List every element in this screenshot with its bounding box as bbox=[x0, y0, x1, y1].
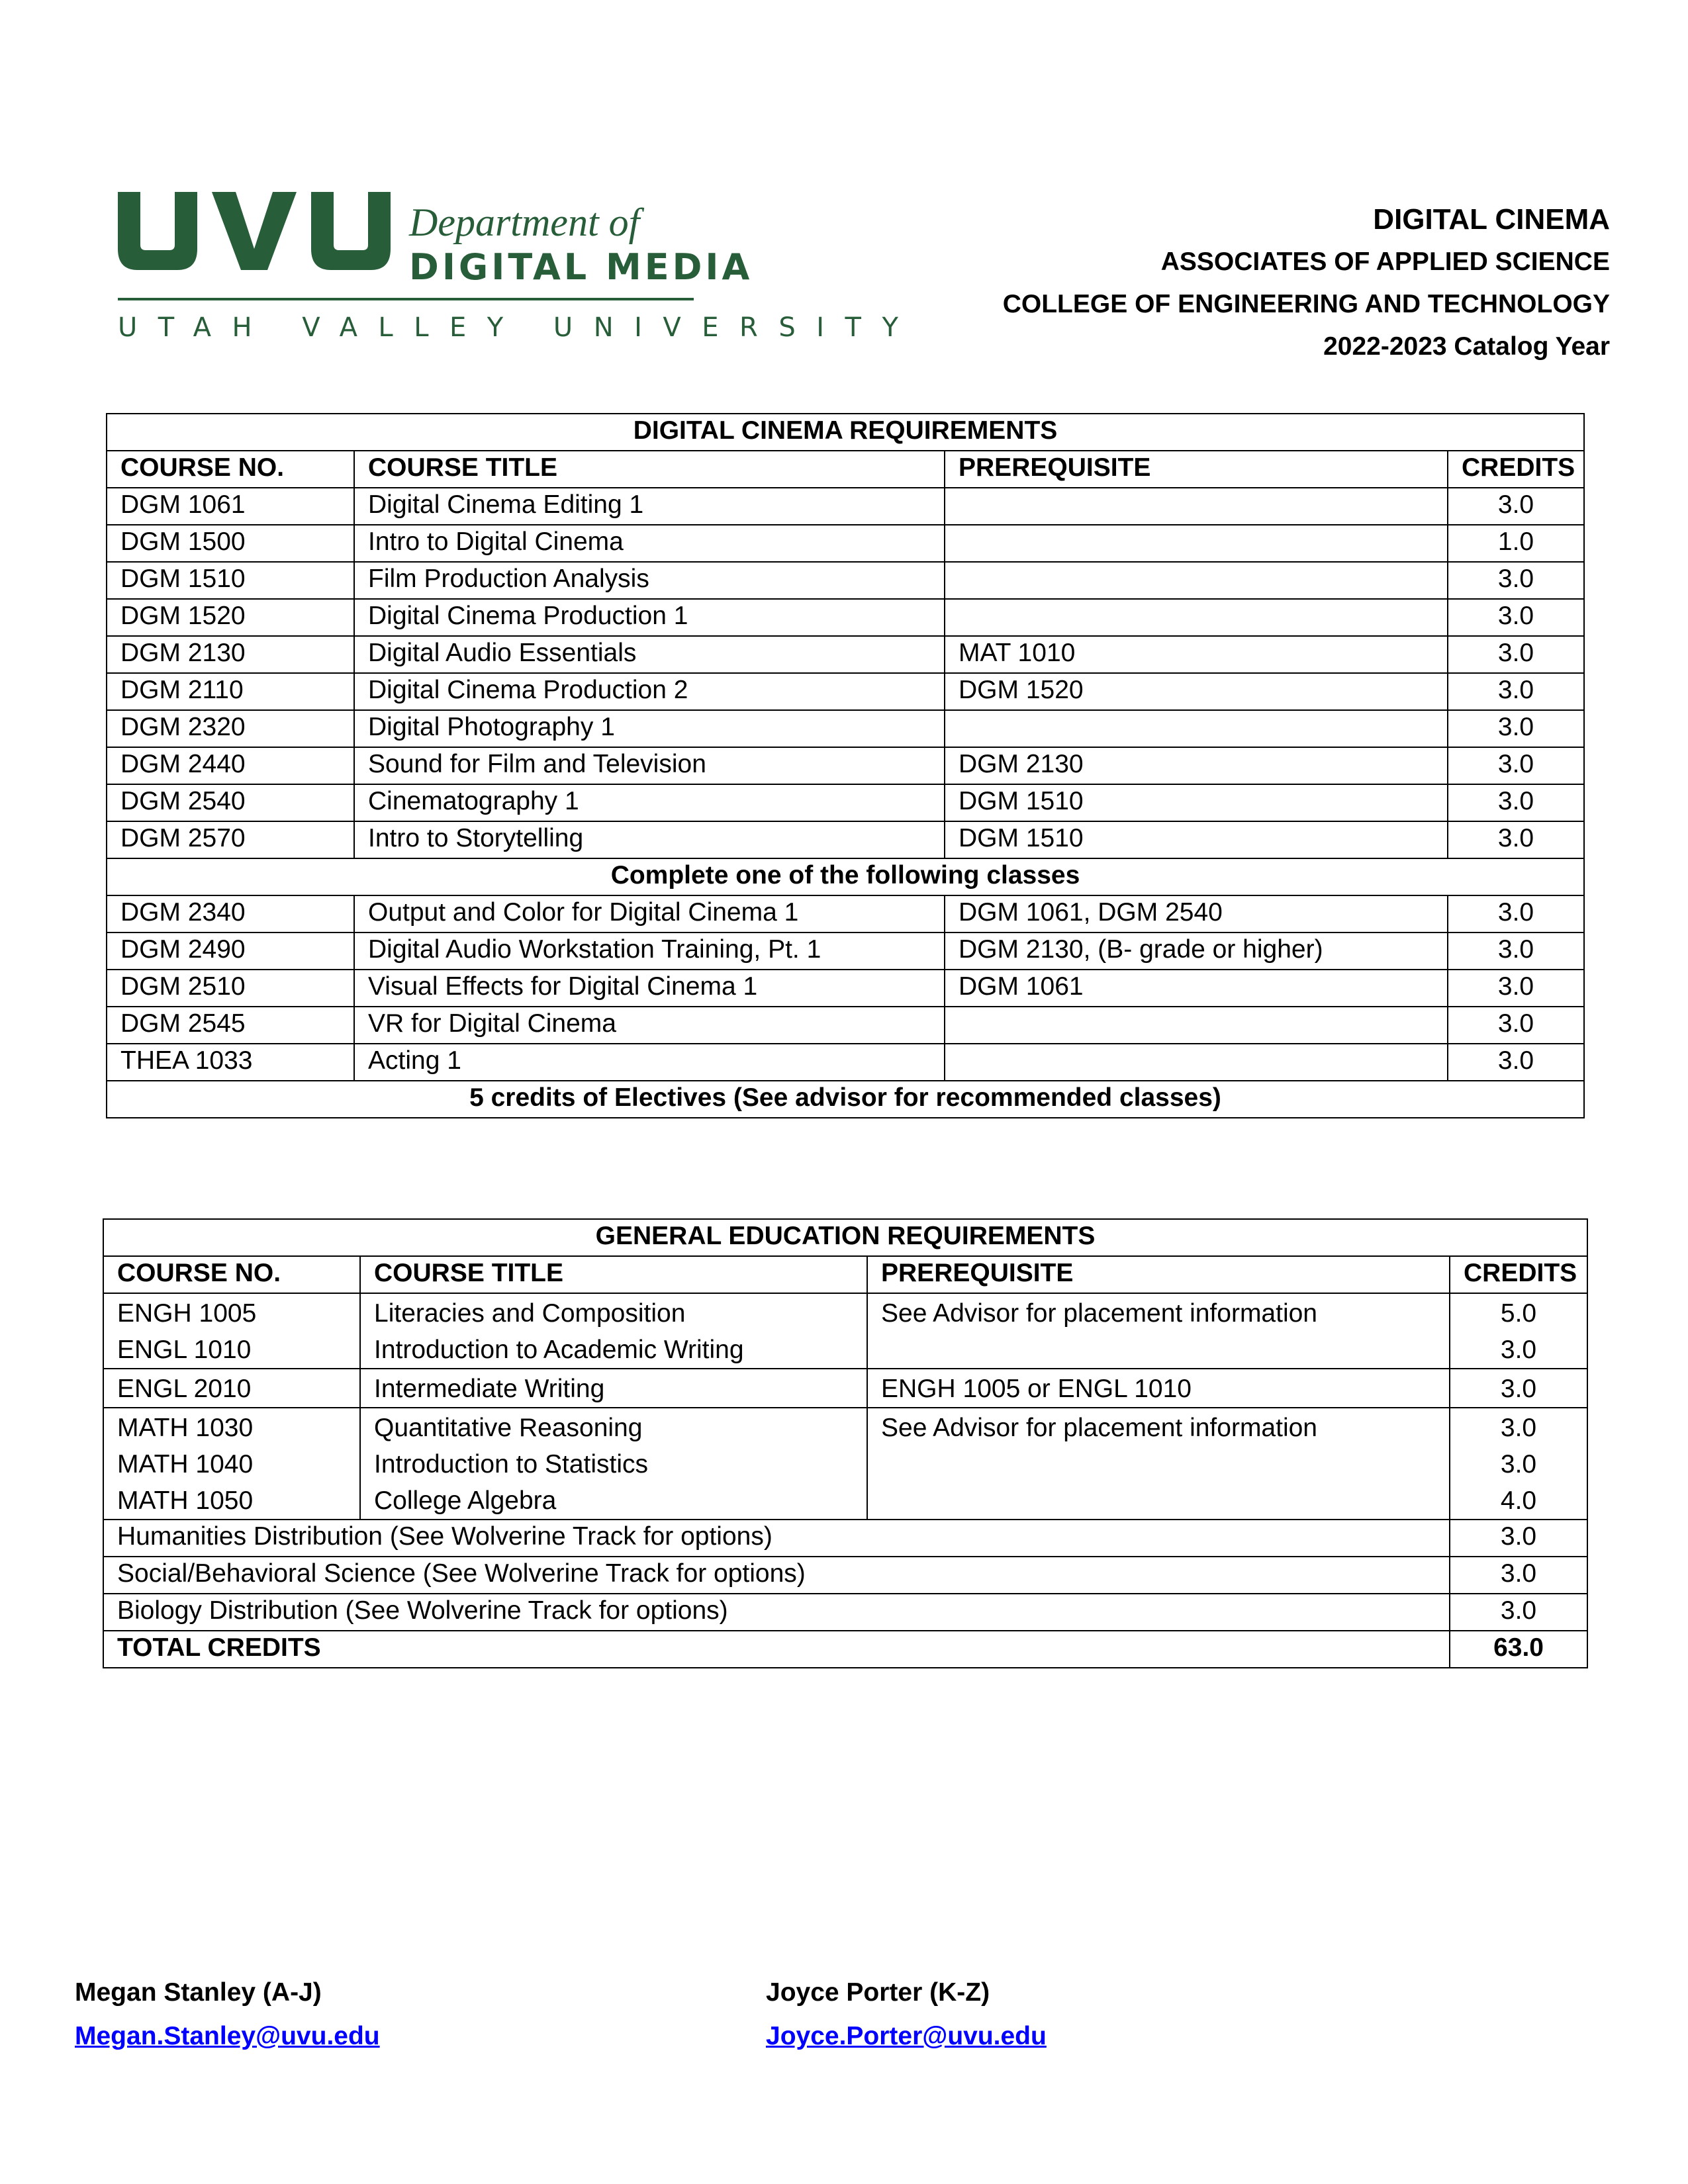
table-title: DIGITAL CINEMA REQUIREMENTS bbox=[107, 414, 1584, 451]
credits: 3.0 bbox=[1450, 1594, 1587, 1631]
course-number: MATH 1030 bbox=[117, 1414, 254, 1442]
table-title-row bbox=[103, 1219, 1587, 1256]
prerequisite bbox=[945, 599, 1448, 636]
course-number: DGM 2340 bbox=[107, 895, 354, 933]
course-number: DGM 2440 bbox=[107, 747, 354, 784]
course-title: Digital Cinema Production 2 bbox=[354, 673, 945, 710]
table-row bbox=[107, 562, 1584, 599]
table-row bbox=[107, 488, 1584, 525]
column-header: COURSE TITLE bbox=[360, 1256, 867, 1293]
prerequisite-cell bbox=[867, 1293, 1450, 1369]
uvu-wordmark-icon bbox=[118, 192, 396, 271]
credits: 3.0 bbox=[1448, 970, 1584, 1007]
table-row bbox=[107, 636, 1584, 673]
dept-line2: DIGITAL MEDIA bbox=[409, 246, 753, 288]
credits: 3.0 bbox=[1448, 488, 1584, 525]
table-row bbox=[107, 710, 1584, 747]
advisor-k-z bbox=[766, 1971, 1047, 2058]
table-row bbox=[107, 1044, 1584, 1081]
credits: 3.0 bbox=[1448, 1007, 1584, 1044]
course-titles bbox=[360, 1293, 867, 1369]
program-title: DIGITAL CINEMA bbox=[1373, 203, 1610, 236]
credits: 3.0 bbox=[1448, 747, 1584, 784]
prerequisite-cell bbox=[867, 1408, 1450, 1520]
college-name: COLLEGE OF ENGINEERING AND TECHNOLOGY bbox=[1002, 290, 1610, 318]
prerequisite: DGM 1520 bbox=[945, 673, 1448, 710]
table-row bbox=[103, 1293, 1587, 1369]
prerequisite: DGM 1061, DGM 2540 bbox=[945, 895, 1448, 933]
course-title: Output and Color for Digital Cinema 1 bbox=[354, 895, 945, 933]
advisor-name: Joyce Porter (K-Z) bbox=[766, 1978, 990, 2007]
credits: 3.0 bbox=[1450, 1557, 1587, 1594]
column-header: CREDITS bbox=[1448, 451, 1584, 488]
credits: 1.0 bbox=[1448, 525, 1584, 562]
prerequisite: DGM 1510 bbox=[945, 784, 1448, 821]
column-header: COURSE NO. bbox=[107, 451, 354, 488]
advisor-name: Megan Stanley (A-J) bbox=[75, 1978, 322, 2007]
distribution-row bbox=[103, 1520, 1587, 1557]
course-title: Quantitative Reasoning bbox=[374, 1414, 643, 1442]
course-title: VR for Digital Cinema bbox=[354, 1007, 945, 1044]
table-title: GENERAL EDUCATION REQUIREMENTS bbox=[103, 1219, 1587, 1256]
credits: 3.0 bbox=[1448, 673, 1584, 710]
distribution-row bbox=[103, 1594, 1587, 1631]
table-row bbox=[107, 784, 1584, 821]
credits: 3.0 bbox=[1448, 821, 1584, 858]
table-row bbox=[107, 1007, 1584, 1044]
distribution-label: Biology Distribution (See Wolverine Track for options) bbox=[103, 1594, 1450, 1631]
total-label: TOTAL CREDITS bbox=[103, 1631, 1450, 1668]
ge-requirements-table bbox=[103, 1218, 1588, 1668]
dept-line1: Department of bbox=[409, 201, 640, 244]
column-header: COURSE NO. bbox=[103, 1256, 360, 1293]
course-number: DGM 1520 bbox=[107, 599, 354, 636]
course-title: Introduction to Academic Writing bbox=[374, 1336, 744, 1364]
course-title: Sound for Film and Television bbox=[354, 747, 945, 784]
credits: 3.0 bbox=[1450, 1520, 1587, 1557]
credits: 5.0 bbox=[1500, 1299, 1537, 1328]
table-row bbox=[107, 933, 1584, 970]
credits: 3.0 bbox=[1500, 1450, 1537, 1479]
credits-cell bbox=[1450, 1293, 1587, 1369]
course-number: DGM 2540 bbox=[107, 784, 354, 821]
credits: 3.0 bbox=[1448, 1044, 1584, 1081]
course-title: Intro to Digital Cinema bbox=[354, 525, 945, 562]
credits-cell bbox=[1450, 1369, 1587, 1408]
distribution-label: Social/Behavioral Science (See Wolverine Track for options) bbox=[103, 1557, 1450, 1594]
course-number: THEA 1033 bbox=[107, 1044, 354, 1081]
logo-rule bbox=[118, 298, 694, 300]
course-number: DGM 1500 bbox=[107, 525, 354, 562]
program-header bbox=[1003, 199, 1610, 368]
course-number: ENGH 1005 bbox=[117, 1299, 257, 1328]
course-number: ENGL 2010 bbox=[117, 1375, 252, 1403]
prerequisite: MAT 1010 bbox=[945, 636, 1448, 673]
course-number: DGM 2320 bbox=[107, 710, 354, 747]
prerequisite: DGM 2130, (B- grade or higher) bbox=[945, 933, 1448, 970]
table-header-row bbox=[103, 1256, 1587, 1293]
table-title-row bbox=[107, 414, 1584, 451]
prerequisite: DGM 2130 bbox=[945, 747, 1448, 784]
table-row bbox=[107, 895, 1584, 933]
prerequisite bbox=[945, 488, 1448, 525]
credits: 3.0 bbox=[1500, 1336, 1537, 1364]
credits: 3.0 bbox=[1448, 933, 1584, 970]
table-header-row bbox=[107, 451, 1584, 488]
prerequisite bbox=[945, 1044, 1448, 1081]
credits: 3.0 bbox=[1500, 1375, 1537, 1403]
prerequisite: ENGH 1005 or ENGL 1010 bbox=[881, 1375, 1192, 1403]
degree-name: ASSOCIATES OF APPLIED SCIENCE bbox=[1160, 248, 1610, 276]
electives-row bbox=[107, 1081, 1584, 1118]
course-title: Digital Cinema Production 1 bbox=[354, 599, 945, 636]
course-number: DGM 1061 bbox=[107, 488, 354, 525]
credits: 3.0 bbox=[1448, 895, 1584, 933]
course-number: ENGL 1010 bbox=[117, 1336, 252, 1364]
course-title: Digital Cinema Editing 1 bbox=[354, 488, 945, 525]
distribution-row bbox=[103, 1557, 1587, 1594]
course-number: MATH 1040 bbox=[117, 1450, 254, 1479]
choice-heading-row bbox=[107, 858, 1584, 895]
course-numbers bbox=[103, 1293, 360, 1369]
table-row bbox=[107, 525, 1584, 562]
course-title: Acting 1 bbox=[354, 1044, 945, 1081]
advisor-email-link[interactable]: Joyce.Porter@uvu.edu bbox=[766, 2022, 1047, 2050]
table-row bbox=[107, 821, 1584, 858]
table-row bbox=[103, 1369, 1587, 1408]
course-title: Intro to Storytelling bbox=[354, 821, 945, 858]
table-row bbox=[107, 747, 1584, 784]
course-titles bbox=[360, 1408, 867, 1520]
course-number: MATH 1050 bbox=[117, 1486, 254, 1515]
course-numbers bbox=[103, 1408, 360, 1520]
course-title: Introduction to Statistics bbox=[374, 1450, 649, 1479]
course-numbers bbox=[103, 1369, 360, 1408]
credits: 3.0 bbox=[1448, 599, 1584, 636]
course-title: Literacies and Composition bbox=[374, 1299, 686, 1328]
course-number: DGM 2130 bbox=[107, 636, 354, 673]
advisor-email-link[interactable]: Megan.Stanley@uvu.edu bbox=[75, 2022, 380, 2050]
credits-cell bbox=[1450, 1408, 1587, 1520]
course-number: DGM 2110 bbox=[107, 673, 354, 710]
column-header: COURSE TITLE bbox=[354, 451, 945, 488]
course-title: Digital Photography 1 bbox=[354, 710, 945, 747]
catalog-year: 2022-2023 Catalog Year bbox=[1323, 332, 1610, 361]
total-row bbox=[103, 1631, 1587, 1668]
course-number: DGM 2510 bbox=[107, 970, 354, 1007]
prerequisite-cell bbox=[867, 1369, 1450, 1408]
credits: 3.0 bbox=[1448, 562, 1584, 599]
course-number: DGM 2490 bbox=[107, 933, 354, 970]
prerequisite: See Advisor for placement information bbox=[881, 1414, 1318, 1442]
prerequisite bbox=[945, 525, 1448, 562]
table-row bbox=[107, 599, 1584, 636]
course-number: DGM 2545 bbox=[107, 1007, 354, 1044]
prerequisite: See Advisor for placement information bbox=[881, 1299, 1318, 1328]
choice-heading: Complete one of the following classes bbox=[107, 858, 1584, 895]
course-number: DGM 2570 bbox=[107, 821, 354, 858]
total-credits: 63.0 bbox=[1450, 1631, 1587, 1668]
credits: 4.0 bbox=[1500, 1486, 1537, 1515]
course-title: College Algebra bbox=[374, 1486, 557, 1515]
course-title: Digital Audio Essentials bbox=[354, 636, 945, 673]
credits: 3.0 bbox=[1500, 1414, 1537, 1442]
uvu-logo bbox=[118, 192, 919, 351]
cinema-requirements-table bbox=[106, 413, 1585, 1118]
course-title: Visual Effects for Digital Cinema 1 bbox=[354, 970, 945, 1007]
table-row bbox=[107, 970, 1584, 1007]
prerequisite bbox=[945, 1007, 1448, 1044]
advisor-a-j bbox=[75, 1971, 380, 2058]
course-number: DGM 1510 bbox=[107, 562, 354, 599]
prerequisite: DGM 1510 bbox=[945, 821, 1448, 858]
credits: 3.0 bbox=[1448, 636, 1584, 673]
credits: 3.0 bbox=[1448, 710, 1584, 747]
column-header: PREREQUISITE bbox=[945, 451, 1448, 488]
distribution-label: Humanities Distribution (See Wolverine Track for options) bbox=[103, 1520, 1450, 1557]
course-titles bbox=[360, 1369, 867, 1408]
course-title: Cinematography 1 bbox=[354, 784, 945, 821]
prerequisite bbox=[945, 710, 1448, 747]
column-header: PREREQUISITE bbox=[867, 1256, 1450, 1293]
course-title: Intermediate Writing bbox=[374, 1375, 605, 1403]
university-name: UTAH VALLEY UNIVERSITY bbox=[118, 312, 919, 343]
electives-note: 5 credits of Electives (See advisor for recommended classes) bbox=[107, 1081, 1584, 1118]
course-title: Film Production Analysis bbox=[354, 562, 945, 599]
prerequisite: DGM 1061 bbox=[945, 970, 1448, 1007]
credits: 3.0 bbox=[1448, 784, 1584, 821]
column-header: CREDITS bbox=[1450, 1256, 1587, 1293]
table-row bbox=[103, 1408, 1587, 1520]
prerequisite bbox=[945, 562, 1448, 599]
table-row bbox=[107, 673, 1584, 710]
course-title: Digital Audio Workstation Training, Pt. 1 bbox=[354, 933, 945, 970]
